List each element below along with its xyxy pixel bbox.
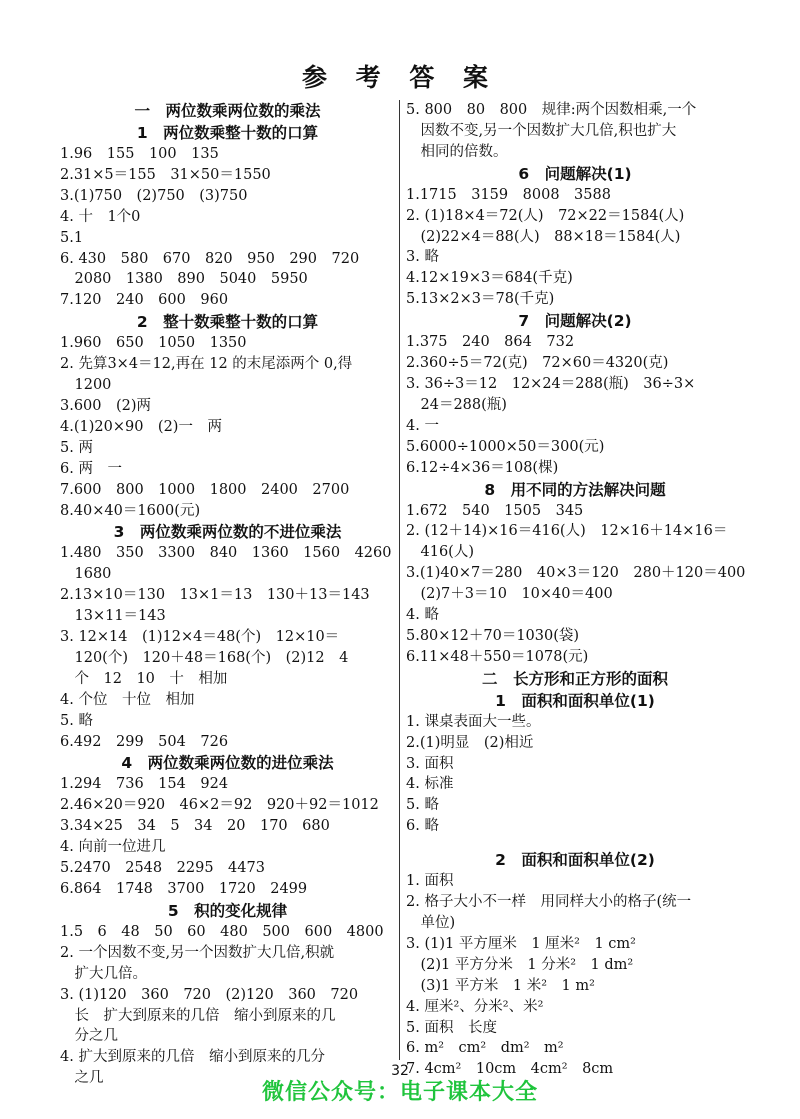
answer-line: 120(个) 120＋48＝168(个) (2)12 4 <box>60 649 349 666</box>
answer-line: 3.(1)40×7＝280 40×3＝120 280＋120＝400 <box>406 565 746 582</box>
answer-line: (2)7＋3＝10 10×40＝400 <box>406 586 613 603</box>
answer-line: 6.492 299 504 726 <box>60 733 229 750</box>
answer-line: 4. 厘米²、分米²、米² <box>406 998 544 1015</box>
answer-line: 3. 略 <box>406 249 439 266</box>
answer-line: 1.672 540 1505 345 <box>406 502 584 519</box>
answer-line: 1.480 350 3300 840 1360 1560 4260 <box>60 545 392 562</box>
answer-line: 分之几 <box>60 1028 118 1045</box>
spacer <box>406 837 744 849</box>
answer-line: 4. 十 1个0 <box>60 208 141 225</box>
answer-line: 5. 略 <box>60 712 93 729</box>
answer-line: (2)1 平方分米 1 分米² 1 dm² <box>406 956 634 973</box>
answer-line: 1680 <box>60 566 112 583</box>
answer-line: 5.80×12＋70＝1030(袋) <box>406 627 580 644</box>
answer-line: 3.(1)750 (2)750 (3)750 <box>60 187 248 204</box>
answer-line: 扩大几倍。 <box>60 965 147 982</box>
answer-line: 3. 面积 <box>406 755 454 772</box>
answer-line: 6. 略 <box>406 818 439 835</box>
answer-line: 4.12×19×3＝684(千克) <box>406 270 573 287</box>
answer-line: 2.360÷5＝72(克) 72×60＝4320(克) <box>406 355 669 372</box>
answer-line: 7.600 800 1000 1800 2400 2700 <box>60 481 350 498</box>
answer-line: 6. 430 580 670 820 950 290 720 <box>60 250 360 267</box>
answer-line: 2.13×10＝130 13×1＝13 130＋13＝143 <box>60 587 370 604</box>
section-heading: 二 长方形和正方形的面积 <box>481 669 668 688</box>
answer-line: 6.11×48＋550＝1078(元) <box>406 648 589 665</box>
answer-line: 3. 36÷3＝12 12×24＝288(瓶) 36÷3× <box>406 375 696 392</box>
answer-line: 1. 面积 <box>406 873 454 890</box>
answer-line: 24＝288(瓶) <box>406 396 507 413</box>
answer-line: 5.13×2×3＝78(千克) <box>406 291 555 308</box>
answer-line: 416(人) <box>406 544 474 561</box>
answer-line: 2.31×5＝155 31×50＝1550 <box>60 166 271 183</box>
section-heading: 1 面积和面积单位(1) <box>495 691 655 710</box>
answer-line: 5. 800 80 800 规律:两个因数相乘,一个 <box>406 102 697 118</box>
answer-line: (2)22×4＝88(人) 88×18＝1584(人) <box>406 228 681 245</box>
page-number: 32 <box>391 1063 409 1079</box>
section-heading: 4 两位数乘两位数的进位乘法 <box>121 754 334 773</box>
answer-line: 2.(1)明显 (2)相近 <box>406 734 534 751</box>
answer-line: 4. 向前一位进几 <box>60 839 166 856</box>
answer-line: 7. 4cm² 10cm 4cm² 8cm <box>406 1061 614 1078</box>
answer-line: 3. (1)120 360 720 (2)120 360 720 <box>60 986 359 1003</box>
answer-line: 单位) <box>406 915 456 931</box>
answer-line: 3. (1)1 平方厘米 1 厘米² 1 cm² <box>406 935 636 952</box>
answer-line: 5. 两 <box>60 439 93 456</box>
answer-line: 7.120 240 600 960 <box>60 292 229 309</box>
right-column <box>406 100 744 1080</box>
answer-line: 4. 个位 十位 相加 <box>60 691 195 708</box>
answer-line: 4.(1)20×90 (2)一 两 <box>60 418 222 435</box>
answer-line: 1.96 155 100 135 <box>60 146 219 162</box>
answer-line: 3.600 (2)两 <box>60 397 152 414</box>
answer-line: 2. (1)18×4＝72(人) 72×22＝1584(人) <box>406 207 685 224</box>
answer-line: 5.1 <box>60 229 84 246</box>
section-heading: 一 两位数乘两位数的乘法 <box>134 102 321 120</box>
answer-line: 因数不变,另一个因数扩大几倍,积也扩大 <box>406 122 677 139</box>
section-heading: 5 积的变化规律 <box>167 901 288 920</box>
answer-line: 6. 两 一 <box>60 460 122 477</box>
section-heading: 3 两位数乘两位数的不进位乘法 <box>113 523 342 542</box>
answer-line: 3.34×25 34 5 34 20 170 680 <box>60 818 330 835</box>
answer-line: 6.864 1748 3700 1720 2499 <box>60 881 308 897</box>
section-heading: 2 面积和面积单位(2) <box>495 851 655 870</box>
answer-line: 8.40×40＝1600(元) <box>60 502 201 519</box>
answer-line: 相同的倍数。 <box>406 143 508 160</box>
answer-line: 2. 先算3×4＝12,再在 12 的末尾添两个 0,得 <box>60 356 353 373</box>
section-heading: 2 整十数乘整十数的口算 <box>136 313 319 332</box>
answer-line: 个 12 10 十 相加 <box>60 670 228 687</box>
answer-line: 1.5 6 48 50 60 480 500 600 4800 <box>60 923 384 940</box>
answer-line: 2. 格子大小不一样 用同样大小的格子(统一 <box>406 894 692 911</box>
answer-line: 4. 扩大到原来的几倍 缩小到原来的几分 <box>60 1049 325 1066</box>
answer-line: 6. m² cm² dm² m² <box>406 1040 564 1057</box>
answer-line: 4. 标准 <box>406 776 454 793</box>
section-heading: 6 问题解决(1) <box>518 164 632 183</box>
answer-line: 5.6000÷1000×50＝300(元) <box>406 438 605 455</box>
answer-line: 2080 1380 890 5040 5950 <box>60 271 308 288</box>
answer-line: 5.2470 2548 2295 4473 <box>60 860 265 877</box>
left-column <box>60 100 395 1089</box>
answer-line: 之几 <box>60 1070 104 1087</box>
answer-line: 长 扩大到原来的几倍 缩小到原来的几 <box>60 1007 336 1024</box>
answer-line: 6.12÷4×36＝108(棵) <box>406 459 559 476</box>
answer-line: 1200 <box>60 377 112 394</box>
answer-line: 4. 一 <box>406 417 439 434</box>
watermark: 微信公众号：电子课本大全 <box>261 1080 538 1105</box>
answer-line: (3)1 平方米 1 米² 1 m² <box>406 977 595 994</box>
section-heading: 1 两位数乘整十数的口算 <box>136 124 319 142</box>
answer-line: 2. 一个因数不变,另一个因数扩大几倍,积就 <box>60 944 335 961</box>
section-heading: 7 问题解决(2) <box>518 312 632 331</box>
answer-line: 13×11＝143 <box>60 608 166 625</box>
answer-line: 1. 课桌表面大一些。 <box>406 713 541 730</box>
answer-line: 4. 略 <box>406 607 439 624</box>
column-divider <box>399 100 400 1060</box>
answer-line: 5. 略 <box>406 797 439 814</box>
answer-line: 1.375 240 864 732 <box>406 334 575 351</box>
answer-line: 1.294 736 154 924 <box>60 776 229 793</box>
answer-line: 1.960 650 1050 1350 <box>60 335 247 352</box>
section-heading: 8 用不同的方法解决问题 <box>484 480 666 499</box>
page-title: 参 考 答 案 <box>301 63 499 92</box>
answer-line: 3. 12×14 (1)12×4＝48(个) 12×10＝ <box>60 629 340 646</box>
answer-line: 1.1715 3159 8008 3588 <box>406 186 611 203</box>
answer-line: 5. 面积 长度 <box>406 1019 497 1036</box>
answer-line: 2. (12＋14)×16＝416(人) 12×16＋14×16＝ <box>406 523 728 540</box>
answer-line: 2.46×20＝920 46×2＝92 920＋92＝1012 <box>60 797 379 814</box>
